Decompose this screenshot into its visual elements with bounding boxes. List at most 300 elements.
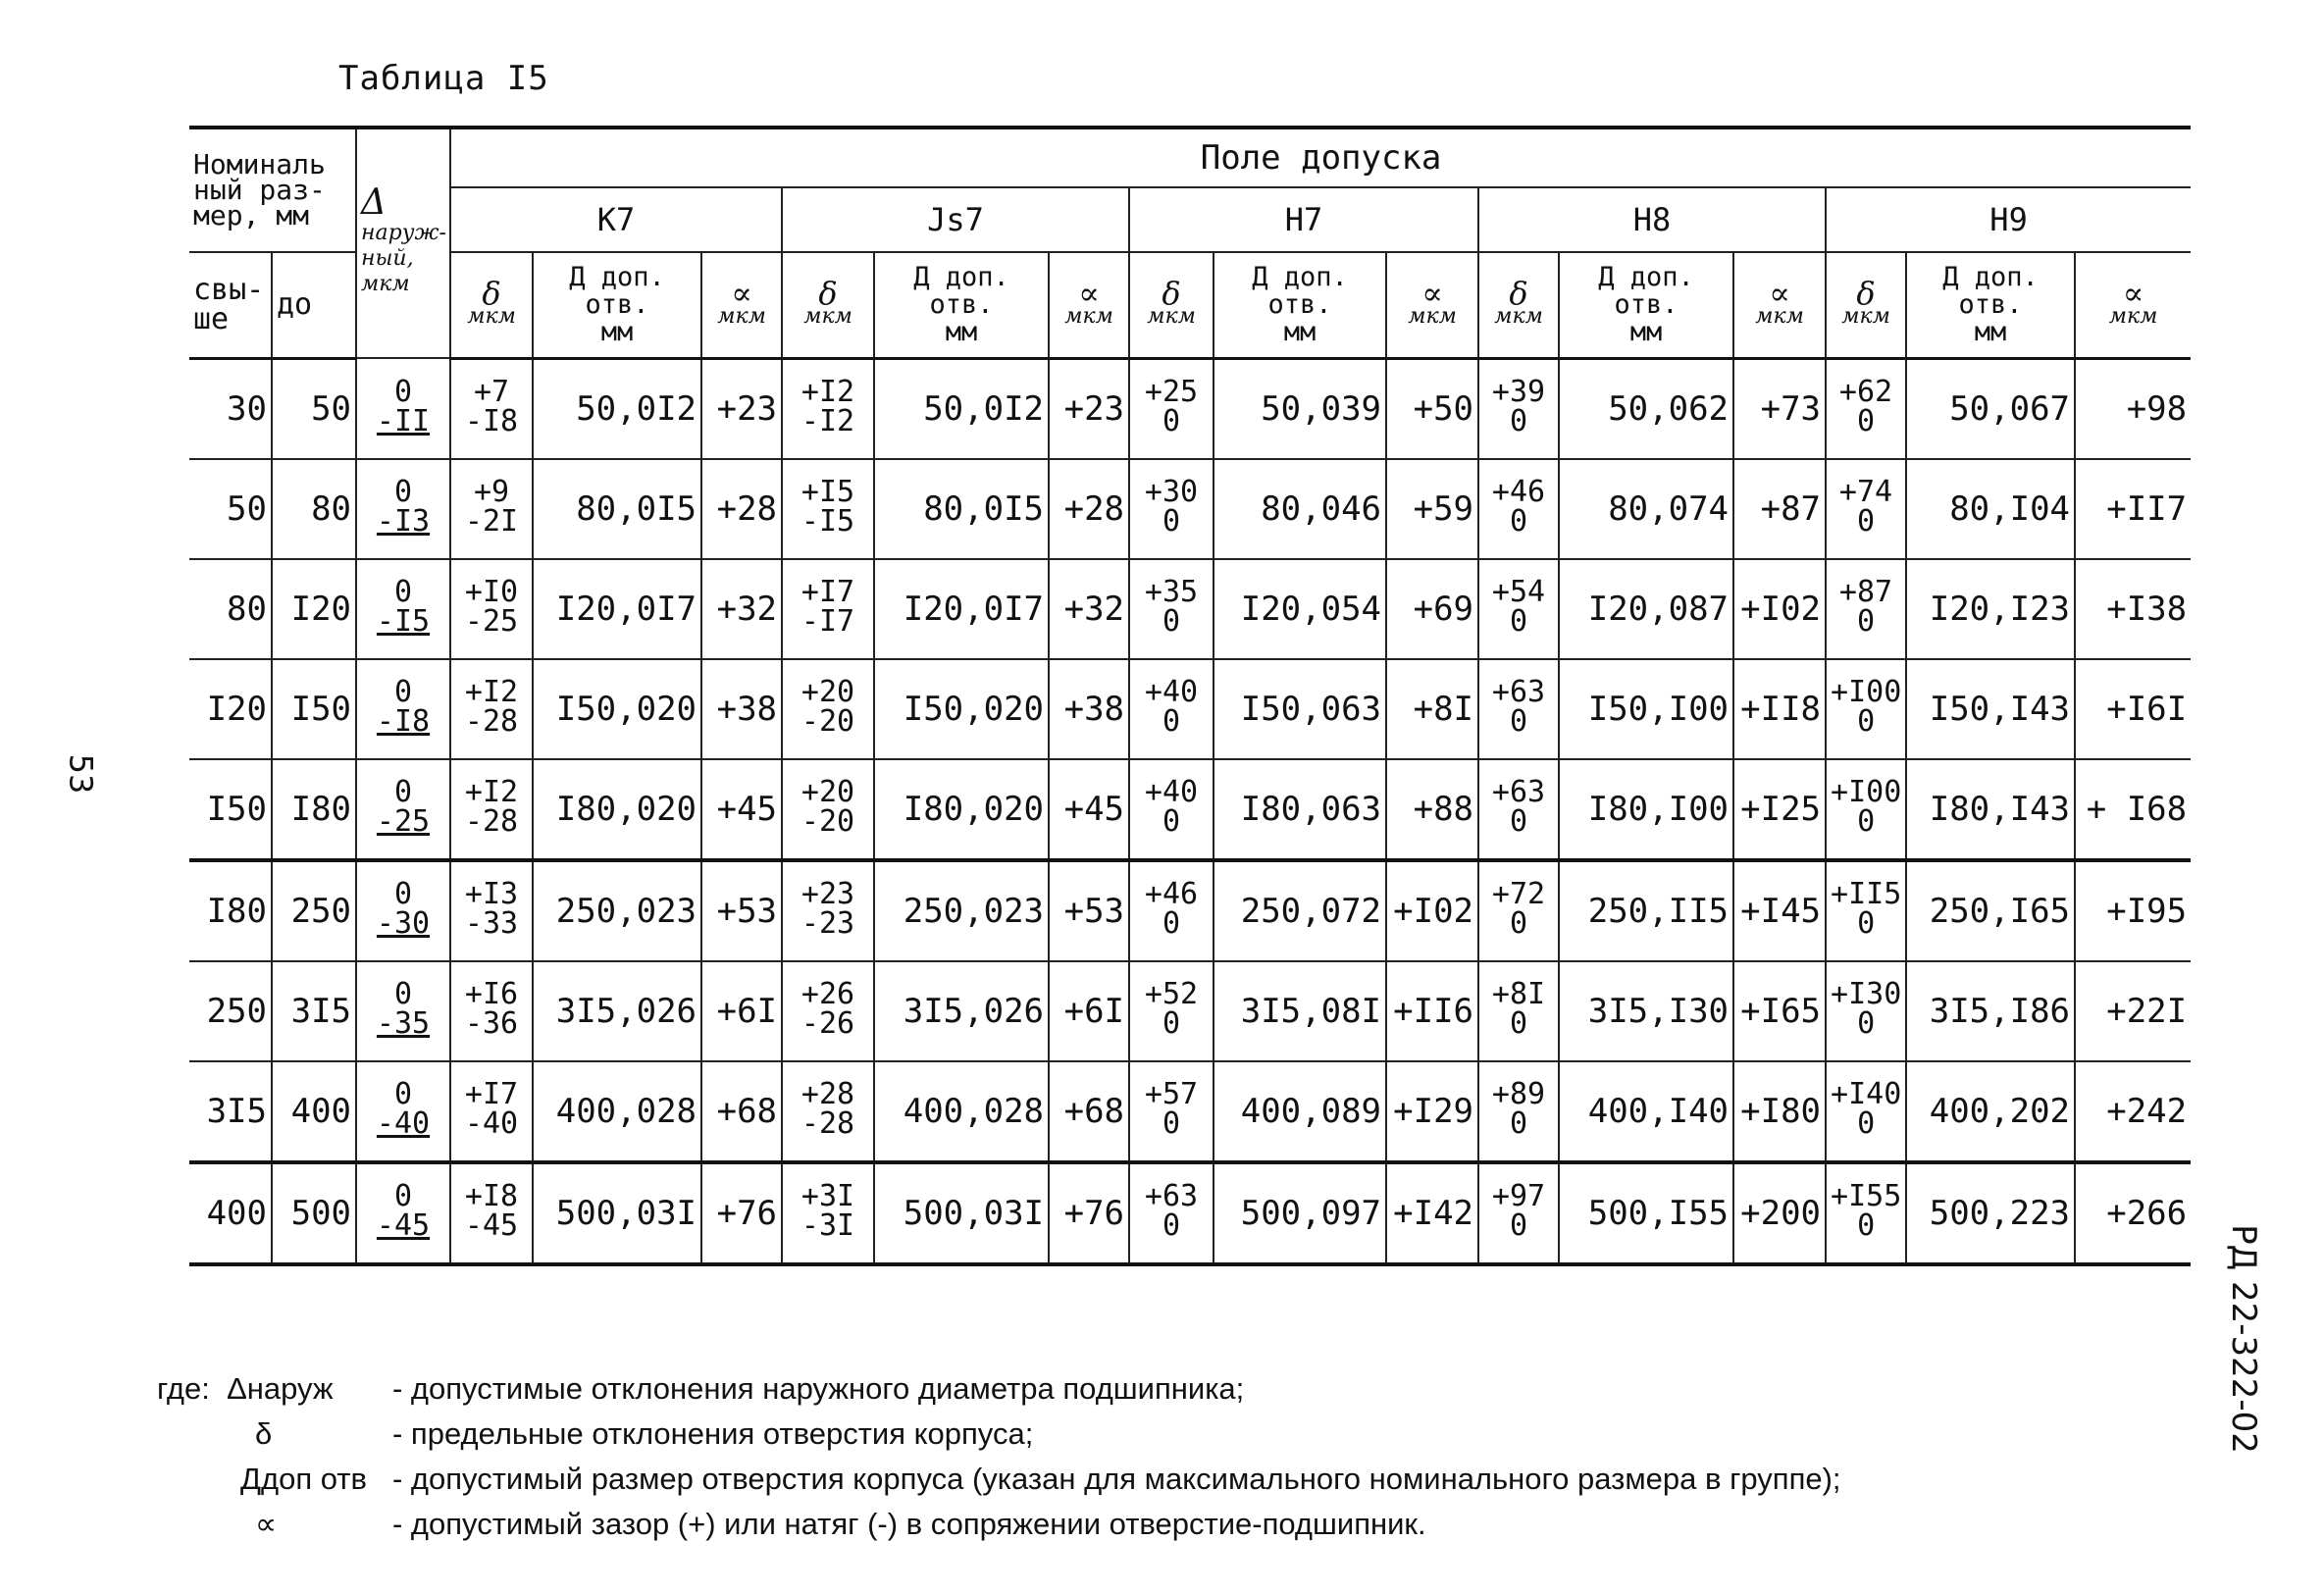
- lower-deviation: -28: [464, 804, 519, 839]
- deviation-cell-h8: [1478, 559, 1559, 659]
- hole-size-label: Д доп. отв.: [1252, 261, 1348, 320]
- lower-deviation: 0: [1509, 1106, 1528, 1141]
- grade-header-h9: H9: [1826, 187, 2191, 252]
- deviation-stack: [1831, 675, 1902, 739]
- lower-deviation: 0: [1162, 704, 1181, 739]
- bearing-delta-cell: [356, 559, 450, 659]
- delta-sub-symbol: δ: [818, 274, 838, 312]
- hole-size-cell-h9: 50,067: [1906, 358, 2075, 459]
- lower-deviation: -40: [376, 1106, 431, 1141]
- hole-size-cell-js7: I20,0I7: [874, 559, 1049, 659]
- deviation-stack: [1491, 475, 1546, 539]
- upper-deviation: +30: [1144, 475, 1199, 509]
- table-row: [189, 961, 2191, 1061]
- lower-deviation: 0: [1509, 1208, 1528, 1243]
- deviation-cell-h7: [1129, 759, 1214, 860]
- gap-cell-h9: +II7: [2075, 459, 2191, 559]
- gap-cell-h8: +200: [1733, 1162, 1826, 1264]
- upper-deviation: 0: [393, 575, 413, 609]
- deviation-stack: [1144, 1077, 1199, 1141]
- lower-deviation: -45: [464, 1208, 519, 1243]
- deviation-stack: [1831, 977, 1902, 1041]
- deviation-stack: [1831, 1179, 1902, 1243]
- upper-deviation: +25: [1144, 375, 1199, 409]
- deviation-cell-h9: [1826, 659, 1906, 759]
- gap-cell-h9: +98: [2075, 358, 2191, 459]
- upper-deviation: +I3: [464, 877, 519, 911]
- gap-cell-k7: +45: [701, 759, 782, 860]
- hole-size-cell-js7: 400,028: [874, 1061, 1049, 1162]
- deviation-stack: [376, 1179, 431, 1243]
- lower-deviation: 0: [1857, 1006, 1876, 1041]
- upper-deviation: +I00: [1831, 675, 1902, 709]
- bearing-delta-cell: [356, 659, 450, 759]
- deviation-cell-h7: [1129, 659, 1214, 759]
- delta-sub-header: [1129, 252, 1214, 358]
- legend-symbol: Ддоп отв: [240, 1462, 367, 1496]
- deviation-stack: [464, 1077, 519, 1141]
- from-header-line: ше: [193, 301, 230, 336]
- deviation-stack: [1831, 775, 1902, 839]
- hole-size-cell-h8: I80,I00: [1559, 759, 1733, 860]
- gap-cell-h9: +I6I: [2075, 659, 2191, 759]
- hole-size-cell-h9: I20,I23: [1906, 559, 2075, 659]
- upper-deviation: +I2: [464, 675, 519, 709]
- lower-deviation: 0: [1856, 504, 1876, 539]
- deviation-stack: [1831, 877, 1902, 941]
- nominal-header-line: Номиналь: [193, 148, 326, 180]
- hole-size-cell-h8: I20,087: [1559, 559, 1733, 659]
- lower-deviation: -I2: [800, 404, 855, 438]
- upper-deviation: +I6: [464, 977, 519, 1011]
- lower-deviation: -33: [464, 906, 519, 941]
- gap-cell-h7: +88: [1386, 759, 1478, 860]
- deviation-cell-k7: [450, 1061, 533, 1162]
- alpha-sub-unit: мкм: [1408, 303, 1457, 329]
- upper-deviation: +54: [1491, 575, 1546, 609]
- deviation-cell-js7: [782, 1061, 874, 1162]
- hole-size-cell-js7: 50,0I2: [874, 358, 1049, 459]
- legend-text: - допустимый зазор (+) или натяг (-) в сопряжении отверстие-подшипник.: [392, 1507, 1426, 1541]
- size-to-cell: 50: [272, 358, 356, 459]
- table-body: [189, 358, 2191, 1264]
- delta-sub-header: [1826, 252, 1906, 358]
- upper-deviation: +35: [1144, 575, 1199, 609]
- delta-sub-header: [450, 252, 533, 358]
- deviation-cell-h7: [1129, 860, 1214, 961]
- hole-size-cell-h8: 80,074: [1559, 459, 1733, 559]
- lower-deviation: -36: [464, 1006, 519, 1041]
- legend: [157, 1366, 1841, 1547]
- lower-deviation: 0: [1162, 404, 1181, 438]
- alpha-sub-symbol: ∝: [731, 274, 752, 312]
- upper-deviation: +I0: [464, 575, 519, 609]
- deviation-cell-js7: [782, 459, 874, 559]
- gap-cell-h8: +I25: [1733, 759, 1826, 860]
- gap-cell-h7: +50: [1386, 358, 1478, 459]
- lower-deviation: 0: [1509, 1006, 1528, 1041]
- deviation-stack: [1838, 475, 1893, 539]
- document-code: РД 22-322-02: [2223, 1224, 2263, 1454]
- delta-sub-unit: мкм: [467, 303, 516, 329]
- hole-size-unit: мм: [1974, 316, 2007, 347]
- lower-deviation: 0: [1856, 404, 1876, 438]
- nominal-header-line: мер, мм: [193, 199, 310, 231]
- upper-deviation: +I55: [1831, 1179, 1902, 1213]
- lower-deviation: 0: [1856, 604, 1876, 639]
- hole-size-sub-header: [874, 252, 1049, 358]
- bearing-delta-cell: [356, 358, 450, 459]
- hole-size-cell-js7: I50,020: [874, 659, 1049, 759]
- hole-size-cell-h7: 50,039: [1214, 358, 1386, 459]
- deviation-stack: [1491, 575, 1546, 639]
- alpha-sub-unit: мкм: [1064, 303, 1113, 329]
- delta-header: [356, 128, 450, 358]
- legend-item: [157, 1457, 1841, 1502]
- upper-deviation: +87: [1838, 575, 1893, 609]
- hole-size-cell-h9: 80,I04: [1906, 459, 2075, 559]
- grade-header-h7: H7: [1129, 187, 1478, 252]
- deviation-stack: [800, 877, 855, 941]
- upper-deviation: +20: [800, 775, 855, 809]
- hole-size-unit: мм: [945, 316, 978, 347]
- hole-size-cell-k7: 80,0I5: [533, 459, 701, 559]
- upper-deviation: +I2: [464, 775, 519, 809]
- deviation-stack: [1144, 775, 1199, 839]
- gap-cell-k7: +76: [701, 1162, 782, 1264]
- alpha-sub-unit: мкм: [1755, 303, 1804, 329]
- deviation-cell-h8: [1478, 659, 1559, 759]
- hole-size-label: Д доп. отв.: [569, 261, 665, 320]
- deviation-cell-js7: [782, 860, 874, 961]
- table-row: [189, 1162, 2191, 1264]
- size-to-cell: 500: [272, 1162, 356, 1264]
- deviation-cell-js7: [782, 961, 874, 1061]
- alpha-sub-header: [701, 252, 782, 358]
- deviation-stack: [1838, 375, 1893, 438]
- deviation-stack: [464, 977, 519, 1041]
- lower-deviation: -20: [800, 804, 855, 839]
- hole-size-cell-k7: 250,023: [533, 860, 701, 961]
- alpha-sub-header: [1049, 252, 1129, 358]
- deviation-stack: [1491, 1179, 1546, 1243]
- lower-deviation: -I8: [376, 704, 431, 739]
- upper-deviation: +II5: [1831, 877, 1902, 911]
- hole-size-cell-k7: 500,03I: [533, 1162, 701, 1264]
- hole-size-cell-h8: 250,II5: [1559, 860, 1733, 961]
- hole-size-cell-h8: 50,062: [1559, 358, 1733, 459]
- deviation-cell-h9: [1826, 1162, 1906, 1264]
- hole-size-cell-h9: I80,I43: [1906, 759, 2075, 860]
- lower-deviation: -I3: [376, 504, 431, 539]
- upper-deviation: +28: [800, 1077, 855, 1111]
- lower-deviation: 0: [1857, 704, 1876, 739]
- upper-deviation: +89: [1491, 1077, 1546, 1111]
- gap-cell-k7: +53: [701, 860, 782, 961]
- legend-item: [157, 1502, 1841, 1547]
- deviation-cell-h8: [1478, 759, 1559, 860]
- size-from-cell: 3I5: [189, 1061, 272, 1162]
- upper-deviation: +62: [1838, 375, 1893, 409]
- bearing-delta-cell: [356, 1061, 450, 1162]
- upper-deviation: 0: [393, 675, 413, 709]
- gap-cell-h8: +I02: [1733, 559, 1826, 659]
- upper-deviation: +20: [800, 675, 855, 709]
- upper-deviation: +63: [1491, 775, 1546, 809]
- delta-header-line: ный,: [361, 245, 414, 271]
- deviation-cell-h8: [1478, 459, 1559, 559]
- deviation-cell-k7: [450, 1162, 533, 1264]
- lower-deviation: -2I: [464, 504, 519, 539]
- legend-item: [157, 1412, 1841, 1457]
- gap-cell-h7: +I29: [1386, 1061, 1478, 1162]
- size-to-cell: I50: [272, 659, 356, 759]
- deviation-stack: [464, 675, 519, 739]
- deviation-cell-h9: [1826, 860, 1906, 961]
- deviation-cell-k7: [450, 459, 533, 559]
- deviation-stack: [1491, 977, 1546, 1041]
- nominal-size-header: [189, 128, 356, 252]
- table-row: [189, 559, 2191, 659]
- lower-deviation: -25: [376, 804, 431, 839]
- lower-deviation: -28: [464, 704, 519, 739]
- hole-size-sub-header: [1214, 252, 1386, 358]
- deviation-stack: [464, 475, 519, 539]
- gap-cell-h9: +I38: [2075, 559, 2191, 659]
- from-header-line: свы-: [193, 272, 265, 307]
- deviation-cell-h7: [1129, 459, 1214, 559]
- deviation-stack: [1831, 1077, 1902, 1141]
- hole-size-cell-k7: I50,020: [533, 659, 701, 759]
- gap-cell-h9: +242: [2075, 1061, 2191, 1162]
- deviation-stack: [800, 575, 855, 639]
- deviation-cell-k7: [450, 961, 533, 1061]
- upper-deviation: +52: [1144, 977, 1199, 1011]
- delta-symbol: Δ: [361, 181, 387, 223]
- deviation-stack: [1491, 1077, 1546, 1141]
- lower-deviation: 0: [1162, 1106, 1181, 1141]
- gap-cell-js7: +28: [1049, 459, 1129, 559]
- deviation-cell-h8: [1478, 860, 1559, 961]
- deviation-stack: [800, 675, 855, 739]
- deviation-stack: [376, 775, 431, 839]
- hole-size-cell-h7: 500,097: [1214, 1162, 1386, 1264]
- legend-text: - предельные отклонения отверстия корпуса;: [392, 1416, 1034, 1451]
- gap-cell-h8: +I80: [1733, 1061, 1826, 1162]
- gap-cell-k7: +23: [701, 358, 782, 459]
- deviation-stack: [1144, 877, 1199, 941]
- deviation-stack: [464, 1179, 519, 1243]
- deviation-cell-h7: [1129, 1061, 1214, 1162]
- deviation-stack: [1491, 375, 1546, 438]
- hole-size-sub-header: [1559, 252, 1733, 358]
- lower-deviation: -II: [376, 403, 431, 438]
- upper-deviation: +97: [1491, 1179, 1546, 1213]
- deviation-cell-h9: [1826, 961, 1906, 1061]
- deviation-cell-k7: [450, 659, 533, 759]
- size-from-cell: I20: [189, 659, 272, 759]
- gap-cell-h8: +I65: [1733, 961, 1826, 1061]
- lower-deviation: -I7: [800, 604, 855, 639]
- gap-cell-k7: +28: [701, 459, 782, 559]
- deviation-stack: [1144, 575, 1199, 639]
- gap-cell-h8: +I45: [1733, 860, 1826, 961]
- lower-deviation: -26: [800, 1006, 855, 1041]
- hole-size-label: Д доп. отв.: [1598, 261, 1694, 320]
- deviation-cell-h8: [1478, 358, 1559, 459]
- size-from-cell: I50: [189, 759, 272, 860]
- gap-cell-h7: +I02: [1386, 860, 1478, 961]
- delta-sub-unit: мкм: [1494, 303, 1543, 329]
- upper-deviation: 0: [393, 1179, 413, 1213]
- legend-text: - допустимый размер отверстия корпуса (указан для максимального номинального размера в группе);: [392, 1462, 1841, 1496]
- hole-size-cell-k7: 50,0I2: [533, 358, 701, 459]
- delta-header-line: мкм: [361, 271, 410, 296]
- lower-deviation: -35: [376, 1006, 431, 1041]
- deviation-stack: [376, 977, 431, 1041]
- table-row: [189, 759, 2191, 860]
- lower-deviation: 0: [1162, 804, 1181, 839]
- hole-size-cell-h8: 400,I40: [1559, 1061, 1733, 1162]
- upper-deviation: 0: [393, 775, 413, 809]
- deviation-stack: [800, 1179, 855, 1243]
- upper-deviation: +40: [1144, 775, 1199, 809]
- deviation-stack: [1144, 675, 1199, 739]
- size-to-cell: 250: [272, 860, 356, 961]
- deviation-cell-js7: [782, 559, 874, 659]
- gap-cell-h7: +II6: [1386, 961, 1478, 1061]
- gap-cell-h7: +59: [1386, 459, 1478, 559]
- lower-deviation: 0: [1509, 906, 1528, 941]
- tolerance-table: [189, 126, 2191, 1266]
- hole-size-unit: мм: [1629, 316, 1663, 347]
- upper-deviation: 0: [393, 877, 413, 911]
- upper-deviation: +9: [473, 475, 510, 509]
- bearing-delta-cell: [356, 1162, 450, 1264]
- deviation-cell-k7: [450, 559, 533, 659]
- upper-deviation: +39: [1491, 375, 1546, 409]
- alpha-sub-symbol: ∝: [1769, 274, 1790, 312]
- table-row: [189, 659, 2191, 759]
- upper-deviation: +72: [1491, 877, 1546, 911]
- upper-deviation: +I2: [800, 375, 855, 409]
- grade-header-h8: H8: [1478, 187, 1826, 252]
- size-from-cell: I80: [189, 860, 272, 961]
- lower-deviation: 0: [1162, 1006, 1181, 1041]
- deviation-stack: [1491, 675, 1546, 739]
- lower-deviation: -I8: [464, 404, 519, 438]
- deviation-stack: [464, 575, 519, 639]
- lower-deviation: -40: [464, 1106, 519, 1141]
- upper-deviation: +I8: [464, 1179, 519, 1213]
- upper-deviation: +I7: [800, 575, 855, 609]
- deviation-stack: [376, 877, 431, 941]
- size-to-cell: 3I5: [272, 961, 356, 1061]
- lower-deviation: -I5: [376, 604, 431, 639]
- table-row: [189, 459, 2191, 559]
- deviation-cell-js7: [782, 1162, 874, 1264]
- lower-deviation: 0: [1857, 906, 1876, 941]
- hole-size-cell-h8: 3I5,I30: [1559, 961, 1733, 1061]
- lower-deviation: -30: [376, 906, 431, 941]
- deviation-cell-k7: [450, 860, 533, 961]
- hole-size-cell-h7: I50,063: [1214, 659, 1386, 759]
- gap-cell-h9: +I95: [2075, 860, 2191, 961]
- deviation-stack: [376, 374, 431, 438]
- hole-size-cell-h7: 400,089: [1214, 1061, 1386, 1162]
- table-row: [189, 860, 2191, 961]
- upper-deviation: +I7: [464, 1077, 519, 1111]
- upper-deviation: +57: [1144, 1077, 1199, 1111]
- grade-header-js7: Js7: [782, 187, 1129, 252]
- upper-deviation: +8I: [1491, 977, 1546, 1011]
- size-from-cell: 80: [189, 559, 272, 659]
- gap-cell-h8: +87: [1733, 459, 1826, 559]
- lower-deviation: 0: [1509, 804, 1528, 839]
- lower-deviation: -23: [800, 906, 855, 941]
- lower-deviation: 0: [1162, 906, 1181, 941]
- gap-cell-k7: +6I: [701, 961, 782, 1061]
- gap-cell-js7: +32: [1049, 559, 1129, 659]
- upper-deviation: 0: [393, 977, 413, 1011]
- deviation-cell-h9: [1826, 459, 1906, 559]
- deviation-cell-k7: [450, 358, 533, 459]
- deviation-stack: [376, 1077, 431, 1141]
- deviation-stack: [376, 575, 431, 639]
- upper-deviation: +I40: [1831, 1077, 1902, 1111]
- deviation-stack: [800, 977, 855, 1041]
- hole-size-cell-h7: 80,046: [1214, 459, 1386, 559]
- deviation-stack: [464, 775, 519, 839]
- gap-cell-js7: +38: [1049, 659, 1129, 759]
- lower-deviation: 0: [1509, 404, 1528, 438]
- deviation-cell-js7: [782, 759, 874, 860]
- deviation-cell-h7: [1129, 961, 1214, 1061]
- table-row: [189, 358, 2191, 459]
- lower-deviation: 0: [1162, 1208, 1181, 1243]
- delta-sub-unit: мкм: [803, 303, 852, 329]
- hole-size-cell-h7: 250,072: [1214, 860, 1386, 961]
- hole-size-cell-h7: 3I5,08I: [1214, 961, 1386, 1061]
- alpha-sub-symbol: ∝: [2122, 274, 2144, 312]
- legend-symbol: ∝: [255, 1507, 278, 1541]
- deviation-cell-h9: [1826, 759, 1906, 860]
- upper-deviation: +46: [1144, 877, 1199, 911]
- hole-size-cell-h9: 500,223: [1906, 1162, 2075, 1264]
- upper-deviation: 0: [393, 374, 413, 409]
- bearing-delta-cell: [356, 459, 450, 559]
- grade-header-k7: K7: [450, 187, 782, 252]
- lower-deviation: -20: [800, 704, 855, 739]
- deviation-cell-h8: [1478, 1061, 1559, 1162]
- gap-cell-h8: +73: [1733, 358, 1826, 459]
- hole-size-cell-k7: I20,0I7: [533, 559, 701, 659]
- upper-deviation: 0: [393, 1077, 413, 1111]
- gap-cell-h7: +69: [1386, 559, 1478, 659]
- size-to-cell: I20: [272, 559, 356, 659]
- alpha-sub-header: [1733, 252, 1826, 358]
- legend-symbol: δ: [255, 1416, 273, 1451]
- upper-deviation: +26: [800, 977, 855, 1011]
- deviation-stack: [464, 375, 519, 438]
- hole-size-cell-h9: 400,202: [1906, 1061, 2075, 1162]
- gap-cell-h7: +8I: [1386, 659, 1478, 759]
- size-from-cell: 250: [189, 961, 272, 1061]
- hole-size-sub-header: [1906, 252, 2075, 358]
- from-header: [189, 252, 272, 358]
- delta-sub-symbol: δ: [482, 274, 501, 312]
- deviation-cell-h7: [1129, 1162, 1214, 1264]
